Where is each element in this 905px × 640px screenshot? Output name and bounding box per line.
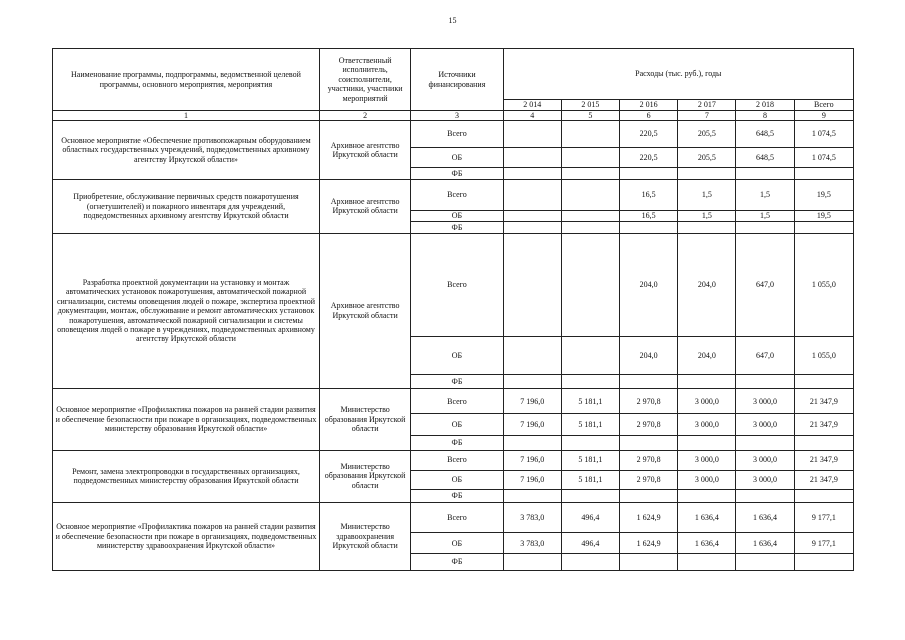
expense-value: 3 000,0 bbox=[678, 389, 736, 414]
expense-value bbox=[678, 222, 736, 234]
expense-value: 1 074,5 bbox=[794, 121, 853, 147]
expense-value: 21 347,9 bbox=[794, 470, 853, 490]
funding-source: Всего bbox=[411, 233, 503, 337]
expense-value: 5 181,1 bbox=[561, 389, 619, 414]
header-responsible: Ответственный исполнитель, соисполнители, участники, участники мероприятий bbox=[319, 49, 410, 111]
expense-value bbox=[736, 222, 794, 234]
expense-value: 204,0 bbox=[620, 337, 678, 374]
funding-source: ОБ bbox=[411, 414, 503, 436]
column-number: 3 bbox=[411, 111, 503, 121]
expense-value bbox=[736, 167, 794, 179]
responsible-executor: Министерство образования Иркутской области bbox=[319, 450, 410, 502]
expense-value bbox=[503, 337, 561, 374]
table-row bbox=[53, 121, 854, 147]
expense-value: 7 196,0 bbox=[503, 389, 561, 414]
activity-name: Ремонт, замена электропроводки в государственных организациях, подведомственных министерству образования Иркутской области bbox=[53, 450, 320, 502]
expense-value bbox=[794, 436, 853, 450]
expense-value bbox=[678, 554, 736, 571]
funding-source: ОБ bbox=[411, 147, 503, 167]
expense-value: 648,5 bbox=[736, 121, 794, 147]
expense-value bbox=[503, 167, 561, 179]
expense-value: 1,5 bbox=[736, 210, 794, 222]
expense-value: 648,5 bbox=[736, 147, 794, 167]
expense-value: 7 196,0 bbox=[503, 414, 561, 436]
expense-value bbox=[794, 167, 853, 179]
expense-value bbox=[503, 222, 561, 234]
expense-value: 1,5 bbox=[736, 179, 794, 210]
column-number: 7 bbox=[678, 111, 736, 121]
expense-value: 21 347,9 bbox=[794, 414, 853, 436]
expense-value bbox=[678, 436, 736, 450]
funding-source: ФБ bbox=[411, 222, 503, 234]
expense-value: 3 000,0 bbox=[736, 450, 794, 470]
header-expenses: Расходы (тыс. руб.), годы bbox=[503, 49, 853, 100]
expense-value bbox=[503, 147, 561, 167]
table-header bbox=[53, 49, 854, 121]
responsible-executor: Министерство здравоохранения Иркутской области bbox=[319, 502, 410, 570]
expense-value bbox=[678, 490, 736, 502]
expense-value bbox=[503, 554, 561, 571]
expense-value bbox=[503, 436, 561, 450]
expense-value: 19,5 bbox=[794, 179, 853, 210]
expense-value: 1 636,4 bbox=[678, 533, 736, 554]
expense-value bbox=[561, 147, 619, 167]
expense-value: 2 970,8 bbox=[620, 470, 678, 490]
expense-value: 3 000,0 bbox=[678, 470, 736, 490]
expense-value bbox=[736, 436, 794, 450]
funding-source: Всего bbox=[411, 502, 503, 533]
expense-value: 647,0 bbox=[736, 233, 794, 337]
expense-value bbox=[678, 374, 736, 388]
expense-value: 1 055,0 bbox=[794, 337, 853, 374]
activity-name: Основное мероприятие «Обеспечение противопожарным оборудованием областных государственных учреждений, подведомственных архивному агентству Иркутской области» bbox=[53, 121, 320, 179]
expense-value: 3 000,0 bbox=[678, 450, 736, 470]
table-row bbox=[53, 450, 854, 470]
column-number: 1 bbox=[53, 111, 320, 121]
expense-value bbox=[736, 374, 794, 388]
funding-source: ОБ bbox=[411, 337, 503, 374]
expense-value: 496,4 bbox=[561, 533, 619, 554]
expense-value: 3 000,0 bbox=[736, 389, 794, 414]
expense-value: 3 000,0 bbox=[736, 470, 794, 490]
expense-value: 205,5 bbox=[678, 147, 736, 167]
activity-name: Приобретение, обслуживание первичных средств пожаротушения (огнетушителей) и пожарного инвентаря для учреждений, подведомственных архивному агентству Иркутской области bbox=[53, 179, 320, 233]
expense-value: 220,5 bbox=[620, 121, 678, 147]
funding-source: ОБ bbox=[411, 210, 503, 222]
funding-source: ФБ bbox=[411, 436, 503, 450]
expense-value bbox=[794, 490, 853, 502]
expense-value bbox=[620, 554, 678, 571]
funding-source: Всего bbox=[411, 450, 503, 470]
expense-value bbox=[561, 210, 619, 222]
header-name: Наименование программы, подпрограммы, ведомственной целевой программы, основного мероприятия, мероприятия bbox=[53, 49, 320, 111]
responsible-executor: Архивное агентство Иркутской области bbox=[319, 233, 410, 388]
expense-value: 5 181,1 bbox=[561, 414, 619, 436]
expense-value bbox=[736, 554, 794, 571]
header-year: 2 014 bbox=[503, 100, 561, 111]
budget-table bbox=[52, 48, 854, 571]
expense-value: 1 636,4 bbox=[736, 533, 794, 554]
header-source: Источники финансирования bbox=[411, 49, 503, 111]
column-number: 6 bbox=[620, 111, 678, 121]
expense-value bbox=[561, 222, 619, 234]
column-number: 2 bbox=[319, 111, 410, 121]
expense-value: 204,0 bbox=[678, 337, 736, 374]
expense-value: 2 970,8 bbox=[620, 414, 678, 436]
expense-value bbox=[620, 374, 678, 388]
funding-source: ОБ bbox=[411, 533, 503, 554]
expense-value: 220,5 bbox=[620, 147, 678, 167]
expense-value: 16,5 bbox=[620, 210, 678, 222]
expense-value bbox=[561, 233, 619, 337]
expense-value bbox=[503, 374, 561, 388]
activity-name: Разработка проектной документации на установку и монтаж автоматических установок пожаротушения, автоматической пожарной сигнализации, системы оповещения людей о пожаре, экспертиза проектной документации, монтаж, обслуживание и ремонт автоматических установок пожаротушения, автоматической пожарной сигнализации и системы оповещения людей о пожаре в учреждениях, подведомственных архивному агентству Иркутской области bbox=[53, 233, 320, 388]
expense-value: 204,0 bbox=[678, 233, 736, 337]
expense-value bbox=[561, 554, 619, 571]
expense-value bbox=[503, 121, 561, 147]
header-column-numbers-row bbox=[53, 111, 854, 121]
funding-source: ФБ bbox=[411, 554, 503, 571]
expense-value: 647,0 bbox=[736, 337, 794, 374]
expense-value bbox=[561, 436, 619, 450]
responsible-executor: Архивное агентство Иркутской области bbox=[319, 121, 410, 179]
responsible-executor: Архивное агентство Иркутской области bbox=[319, 179, 410, 233]
expense-value: 5 181,1 bbox=[561, 450, 619, 470]
expense-value: 9 177,1 bbox=[794, 533, 853, 554]
expense-value: 3 000,0 bbox=[678, 414, 736, 436]
header-year: 2 017 bbox=[678, 100, 736, 111]
expense-value: 19,5 bbox=[794, 210, 853, 222]
expense-value bbox=[561, 179, 619, 210]
expense-value bbox=[503, 210, 561, 222]
header-year: 2 016 bbox=[620, 100, 678, 111]
table-row bbox=[53, 179, 854, 210]
expense-value bbox=[503, 233, 561, 337]
funding-source: ФБ bbox=[411, 490, 503, 502]
expense-value: 7 196,0 bbox=[503, 470, 561, 490]
funding-source: ФБ bbox=[411, 374, 503, 388]
expense-value bbox=[561, 490, 619, 502]
expense-value bbox=[794, 222, 853, 234]
expense-value: 1 636,4 bbox=[678, 502, 736, 533]
expense-value: 204,0 bbox=[620, 233, 678, 337]
expense-value: 16,5 bbox=[620, 179, 678, 210]
funding-source: Всего bbox=[411, 179, 503, 210]
table-row bbox=[53, 389, 854, 414]
expense-value: 21 347,9 bbox=[794, 389, 853, 414]
expense-value: 2 970,8 bbox=[620, 389, 678, 414]
expense-value bbox=[503, 179, 561, 210]
expense-value bbox=[620, 490, 678, 502]
header-year: 2 015 bbox=[561, 100, 619, 111]
expense-value: 21 347,9 bbox=[794, 450, 853, 470]
expense-value: 5 181,1 bbox=[561, 470, 619, 490]
expense-value: 7 196,0 bbox=[503, 450, 561, 470]
expense-value: 1 624,9 bbox=[620, 502, 678, 533]
table-row bbox=[53, 233, 854, 337]
expense-value: 1,5 bbox=[678, 210, 736, 222]
expense-value bbox=[620, 222, 678, 234]
expense-value: 9 177,1 bbox=[794, 502, 853, 533]
header-year: 2 018 bbox=[736, 100, 794, 111]
expense-value bbox=[561, 167, 619, 179]
funding-source: ОБ bbox=[411, 470, 503, 490]
column-number: 5 bbox=[561, 111, 619, 121]
funding-source: Всего bbox=[411, 121, 503, 147]
activity-name: Основное мероприятие «Профилактика пожаров на ранней стадии развития и обеспечение безопасности при пожаре в организациях, подведомственных министерству здравоохранения Иркутской области» bbox=[53, 502, 320, 570]
expense-value bbox=[561, 121, 619, 147]
expense-value bbox=[503, 490, 561, 502]
funding-source: ФБ bbox=[411, 167, 503, 179]
table-body bbox=[53, 121, 854, 571]
expense-value bbox=[561, 374, 619, 388]
header-year: Всего bbox=[794, 100, 853, 111]
page-number: 15 bbox=[448, 16, 457, 25]
column-number: 9 bbox=[794, 111, 853, 121]
column-number: 8 bbox=[736, 111, 794, 121]
expense-value bbox=[794, 554, 853, 571]
funding-source: Всего bbox=[411, 389, 503, 414]
expense-value bbox=[736, 490, 794, 502]
activity-name: Основное мероприятие «Профилактика пожаров на ранней стадии развития и обеспечение безопасности при пожаре в организациях, подведомственных министерству образования Иркутской области» bbox=[53, 389, 320, 451]
expense-value: 1 636,4 bbox=[736, 502, 794, 533]
expense-value: 496,4 bbox=[561, 502, 619, 533]
expense-value: 1 624,9 bbox=[620, 533, 678, 554]
expense-value: 205,5 bbox=[678, 121, 736, 147]
expense-value bbox=[561, 337, 619, 374]
expense-value: 1 074,5 bbox=[794, 147, 853, 167]
table-row bbox=[53, 502, 854, 533]
expense-value: 2 970,8 bbox=[620, 450, 678, 470]
responsible-executor: Министерство образования Иркутской области bbox=[319, 389, 410, 451]
expense-value: 1,5 bbox=[678, 179, 736, 210]
column-number: 4 bbox=[503, 111, 561, 121]
expense-value bbox=[678, 167, 736, 179]
expense-value bbox=[794, 374, 853, 388]
expense-value bbox=[620, 167, 678, 179]
expense-value: 3 783,0 bbox=[503, 502, 561, 533]
expense-value: 1 055,0 bbox=[794, 233, 853, 337]
expense-value: 3 783,0 bbox=[503, 533, 561, 554]
expense-value bbox=[620, 436, 678, 450]
expense-value: 3 000,0 bbox=[736, 414, 794, 436]
